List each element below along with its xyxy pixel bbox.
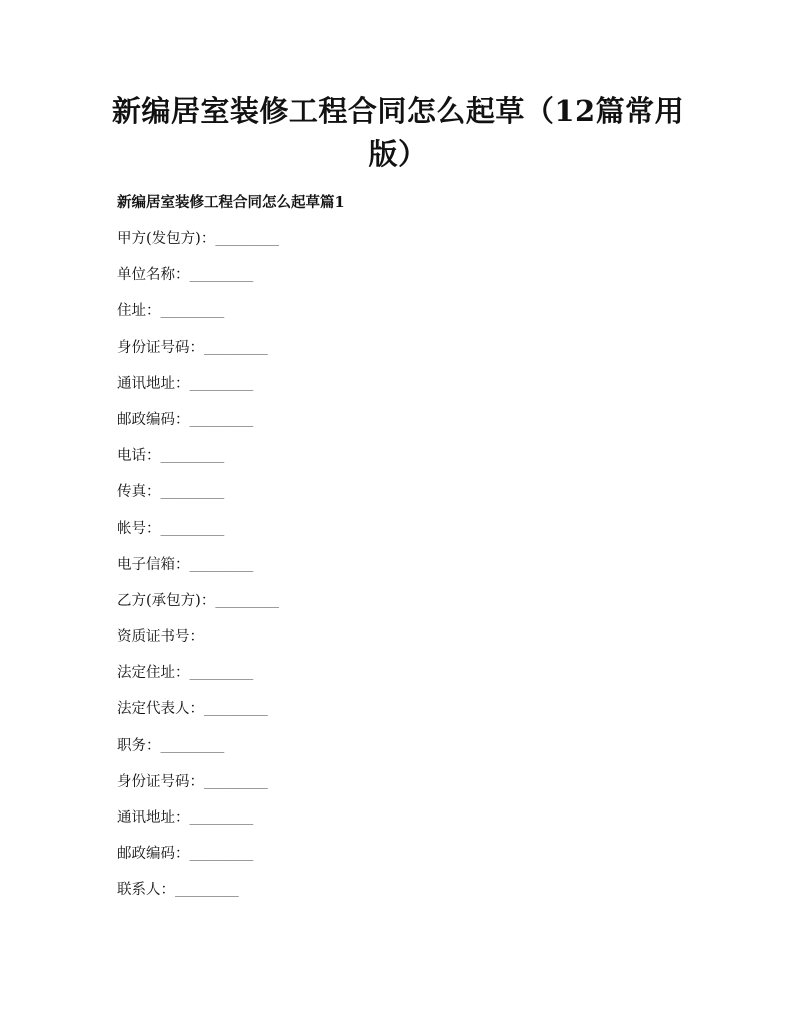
- field-blank-line[interactable]: _________: [189, 556, 253, 572]
- form-field-row: [117, 555, 279, 591]
- field-label: 住址：: [117, 303, 161, 320]
- field-label: 法定代表人：: [117, 701, 204, 718]
- form-field-row: [117, 663, 279, 699]
- form-field-row: [117, 844, 279, 880]
- field-blank-line[interactable]: _________: [160, 303, 224, 319]
- form-field-row: [117, 808, 279, 844]
- field-label: 帐号：: [117, 520, 161, 537]
- field-label: 联系人：: [117, 882, 175, 899]
- form-field-row: [117, 772, 279, 808]
- form-field-row: [117, 265, 279, 301]
- field-label: 身份证号码：: [117, 773, 204, 790]
- field-label: 通讯地址：: [117, 810, 190, 826]
- document-title: [100, 90, 696, 176]
- field-blank-line[interactable]: _________: [215, 592, 279, 608]
- field-blank-line[interactable]: _________: [189, 267, 253, 283]
- field-blank-line[interactable]: _________: [204, 701, 268, 717]
- field-blank-line[interactable]: _________: [160, 737, 224, 753]
- field-blank-line[interactable]: _________: [189, 665, 253, 681]
- form-field-row: [117, 699, 279, 735]
- field-blank-line[interactable]: _________: [215, 231, 279, 246]
- field-label: 单位名称：: [117, 267, 190, 284]
- title-line-2: 版）: [368, 137, 428, 171]
- field-blank-line[interactable]: _________: [160, 448, 224, 464]
- field-label: 邮政编码：: [117, 846, 190, 863]
- field-label: 传真：: [117, 484, 161, 501]
- field-label: 通讯地址：: [117, 375, 190, 392]
- field-blank-line[interactable]: _________: [189, 846, 253, 862]
- field-blank-line[interactable]: _________: [160, 520, 224, 536]
- field-label: 乙方(承包方)：: [117, 592, 216, 609]
- form-field-row: [117, 627, 279, 663]
- field-label: 电话：: [117, 448, 161, 465]
- field-blank-line[interactable]: _________: [204, 773, 268, 789]
- field-label: 甲方(发包方)：: [117, 231, 216, 247]
- form-field-row: [117, 519, 279, 555]
- field-blank-line[interactable]: _________: [204, 339, 268, 355]
- form-field-row: [117, 591, 279, 627]
- field-blank-line[interactable]: _________: [160, 484, 224, 500]
- form-field-row: [117, 374, 279, 410]
- field-label: 电子信箱：: [117, 556, 190, 573]
- field-label: 身份证号码：: [117, 339, 204, 356]
- form-field-row: [117, 229, 279, 265]
- title-line-1: 新编居室装修工程合同怎么起草（12篇常用: [111, 94, 685, 128]
- field-label: 资质证书号：: [117, 629, 204, 646]
- field-blank-line[interactable]: _________: [189, 375, 253, 391]
- form-field-row: [117, 736, 279, 772]
- form-field-row: [117, 301, 279, 337]
- form-field-row: [117, 880, 279, 916]
- form-field-row: [117, 410, 279, 446]
- form-field-row: [117, 482, 279, 518]
- field-blank-line[interactable]: _________: [189, 411, 253, 427]
- field-blank-line[interactable]: _________: [175, 882, 239, 898]
- form-field-row: [117, 338, 279, 374]
- field-blank-line[interactable]: _________: [189, 810, 253, 825]
- form-field-row: [117, 446, 279, 482]
- field-label: 职务：: [117, 737, 161, 754]
- field-label: 法定住址：: [117, 665, 190, 682]
- field-label: 邮政编码：: [117, 411, 190, 428]
- section-heading: 新编居室装修工程合同怎么起草篇1: [117, 194, 345, 211]
- form-fields: [117, 229, 279, 917]
